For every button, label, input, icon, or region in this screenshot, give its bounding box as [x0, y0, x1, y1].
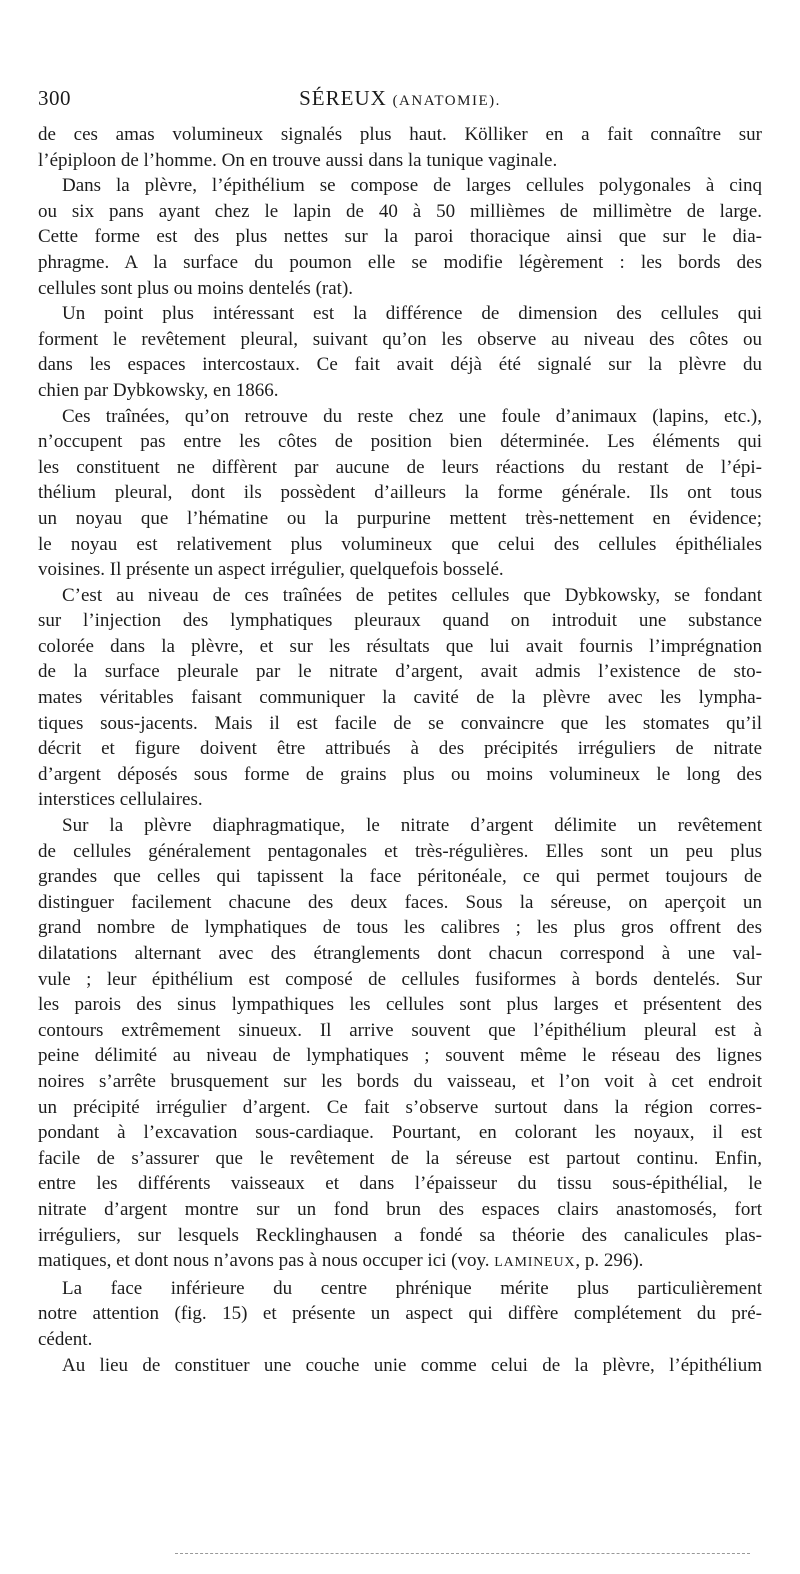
text-line: thélium pleural, dont ils possèdent d’ailleurs la forme générale. Ils ont tous [38, 482, 762, 504]
text-line: mates véritables faisant communiquer la cavité de la plèvre avec les lympha- [38, 687, 762, 709]
running-title-main: SÉREUX [299, 86, 387, 110]
text-line: Un point plus intéressant est la différence de dimension des cellules qui [62, 303, 762, 325]
text-line-end: , p. 296). [575, 1250, 644, 1272]
text-line: de cellules généralement pentagonales et très-régulières. Elles sont un peu plus [38, 840, 762, 862]
text-line: l’épiploon de l’homme. On en trouve aussi dans la tunique vaginale. [38, 149, 558, 171]
text-line: cellules sont plus ou moins dentelés (rat). [38, 277, 354, 299]
bottom-rule [175, 1553, 750, 1554]
text-line-start: matiques, et dont nous n’avons pas à nous occuper ici (voy. [38, 1250, 490, 1272]
text-line: distinguer facilement chacune des deux faces. Sous la séreuse, on aperçoit un [38, 891, 762, 913]
text-line: phragme. A la surface du poumon elle se modifie légèrement : les bords des [38, 251, 762, 273]
text-line: notre attention (fig. 15) et présente un aspect qui diffère complétement du pré- [38, 1303, 762, 1325]
text-line: grandes que celles qui tapissent la face péritonéale, ce qui permet toujours de [38, 866, 762, 888]
text-line: contours extrêmement sinueux. Il arrive souvent que l’épithélium pleural est à [38, 1019, 762, 1041]
text-line: Au lieu de constituer une couche unie comme celui de la plèvre, l’épithélium [62, 1354, 762, 1376]
running-head [38, 86, 762, 116]
text-line: décrit et figure doivent être attribués à des précipités irréguliers de nitrate [38, 738, 762, 760]
running-title-subtitle: (ANATOMIE). [392, 93, 501, 109]
text-line: Cette forme est des plus nettes sur la paroi thoracique ainsi que sur le dia- [38, 226, 762, 248]
text-line: peine délimité au niveau de lymphatiques ; souvent même le réseau des lignes [38, 1045, 762, 1067]
text-line: chien par Dybkowsky, en 1866. [38, 379, 279, 401]
text-line: facile de s’assurer que le revêtement de la séreuse est partout continu. Enfin, [38, 1147, 762, 1169]
text-line: voisines. Il présente un aspect irrégulier, quelquefois bosselé. [38, 559, 504, 581]
cross-reference-lamineux: LAMINEUX [494, 1255, 576, 1271]
text-line: dilatations alternant avec des étranglements dont chacun correspond à une val- [38, 943, 762, 964]
text-line: forment le revêtement pleural, suivant qu’on les observe au niveau des côtes ou [38, 328, 762, 350]
text-line: un précipité irrégulier d’argent. Ce fait s’observe surtout dans la région corres- [38, 1096, 762, 1118]
text-line: irréguliers, sur lesquels Recklinghausen a fondé sa théorie des canalicules plas- [38, 1224, 762, 1246]
text-line: Ces traînées, qu’on retrouve du reste chez une foule d’animaux (lapins, etc.), [62, 405, 762, 427]
page-number: 300 [38, 86, 71, 110]
text-line: noires s’arrête brusquement sur les bords du vaisseau, et l’on voit à cet endroit [38, 1070, 762, 1092]
text-line: d’argent déposés sous forme de grains plus ou moins volumineux le long des [38, 763, 762, 785]
text-line-with-reference [38, 1248, 762, 1276]
text-line: cédent. [38, 1328, 93, 1350]
text-line: de ces amas volumineux signalés plus haut. Kölliker en a fait connaître sur [38, 124, 762, 145]
text-line: C’est au niveau de ces traînées de petites cellules que Dybkowsky, se fondant [62, 584, 762, 606]
text-line: colorée dans la plèvre, et sur les résultats que lui avait fournis l’imprégnation [38, 635, 762, 657]
text-line: interstices cellulaires. [38, 789, 203, 811]
text-line: Sur la plèvre diaphragmatique, le nitrate d’argent délimite un revêtement [62, 815, 762, 837]
text-line: tiques sous-jacents. Mais il est facile de se convaincre que les stomates qu’il [38, 712, 762, 734]
text-line: Dans la plèvre, l’épithélium se compose de larges cellules polygonales à cinq [62, 175, 762, 197]
text-line: n’occupent pas entre les côtes de position bien déterminée. Les éléments qui [38, 431, 762, 453]
text-line: dans les espaces intercostaux. Ce fait avait déjà été signalé sur la plèvre du [38, 354, 762, 376]
text-line: La face inférieure du centre phrénique mérite plus particulièrement [62, 1277, 762, 1299]
text-line: de la surface pleurale par le nitrate d’argent, avait admis l’existence de sto- [38, 661, 762, 683]
text-line: les parois des sinus lympathiques les cellules sont plus larges et présentent des [38, 994, 762, 1016]
body-text [38, 122, 762, 1378]
text-line: les constituent ne diffèrent par aucune de leurs réactions du restant de l’épi- [38, 456, 762, 478]
text-line: vule ; leur épithélium est composé de cellules fusiformes à bords dentelés. Sur [38, 968, 762, 990]
text-line: grand nombre de lymphatiques de tous les calibres ; les plus gros offrent des [38, 917, 762, 939]
text-line: pondant à l’excavation sous-cardiaque. Pourtant, en colorant les noyaux, il est [38, 1122, 762, 1144]
running-title [38, 86, 762, 111]
text-line: un noyau que l’hématine ou la purpurine mettent très-nettement en évidence; [38, 507, 762, 529]
text-line: entre les différents vaisseaux et dans l’épaisseur du tissu sous-épithélial, le [38, 1173, 762, 1195]
text-line: nitrate d’argent montre sur un fond brun des espaces clairs anastomosés, fort [38, 1198, 762, 1220]
text-line: sur l’injection des lymphatiques pleuraux quand on introduit une substance [38, 610, 762, 632]
text-line: ou six pans ayant chez le lapin de 40 à 50 millièmes de millimètre de large. [38, 200, 762, 222]
text-line: le noyau est relativement plus volumineux que celui des cellules épithéliales [38, 533, 762, 555]
